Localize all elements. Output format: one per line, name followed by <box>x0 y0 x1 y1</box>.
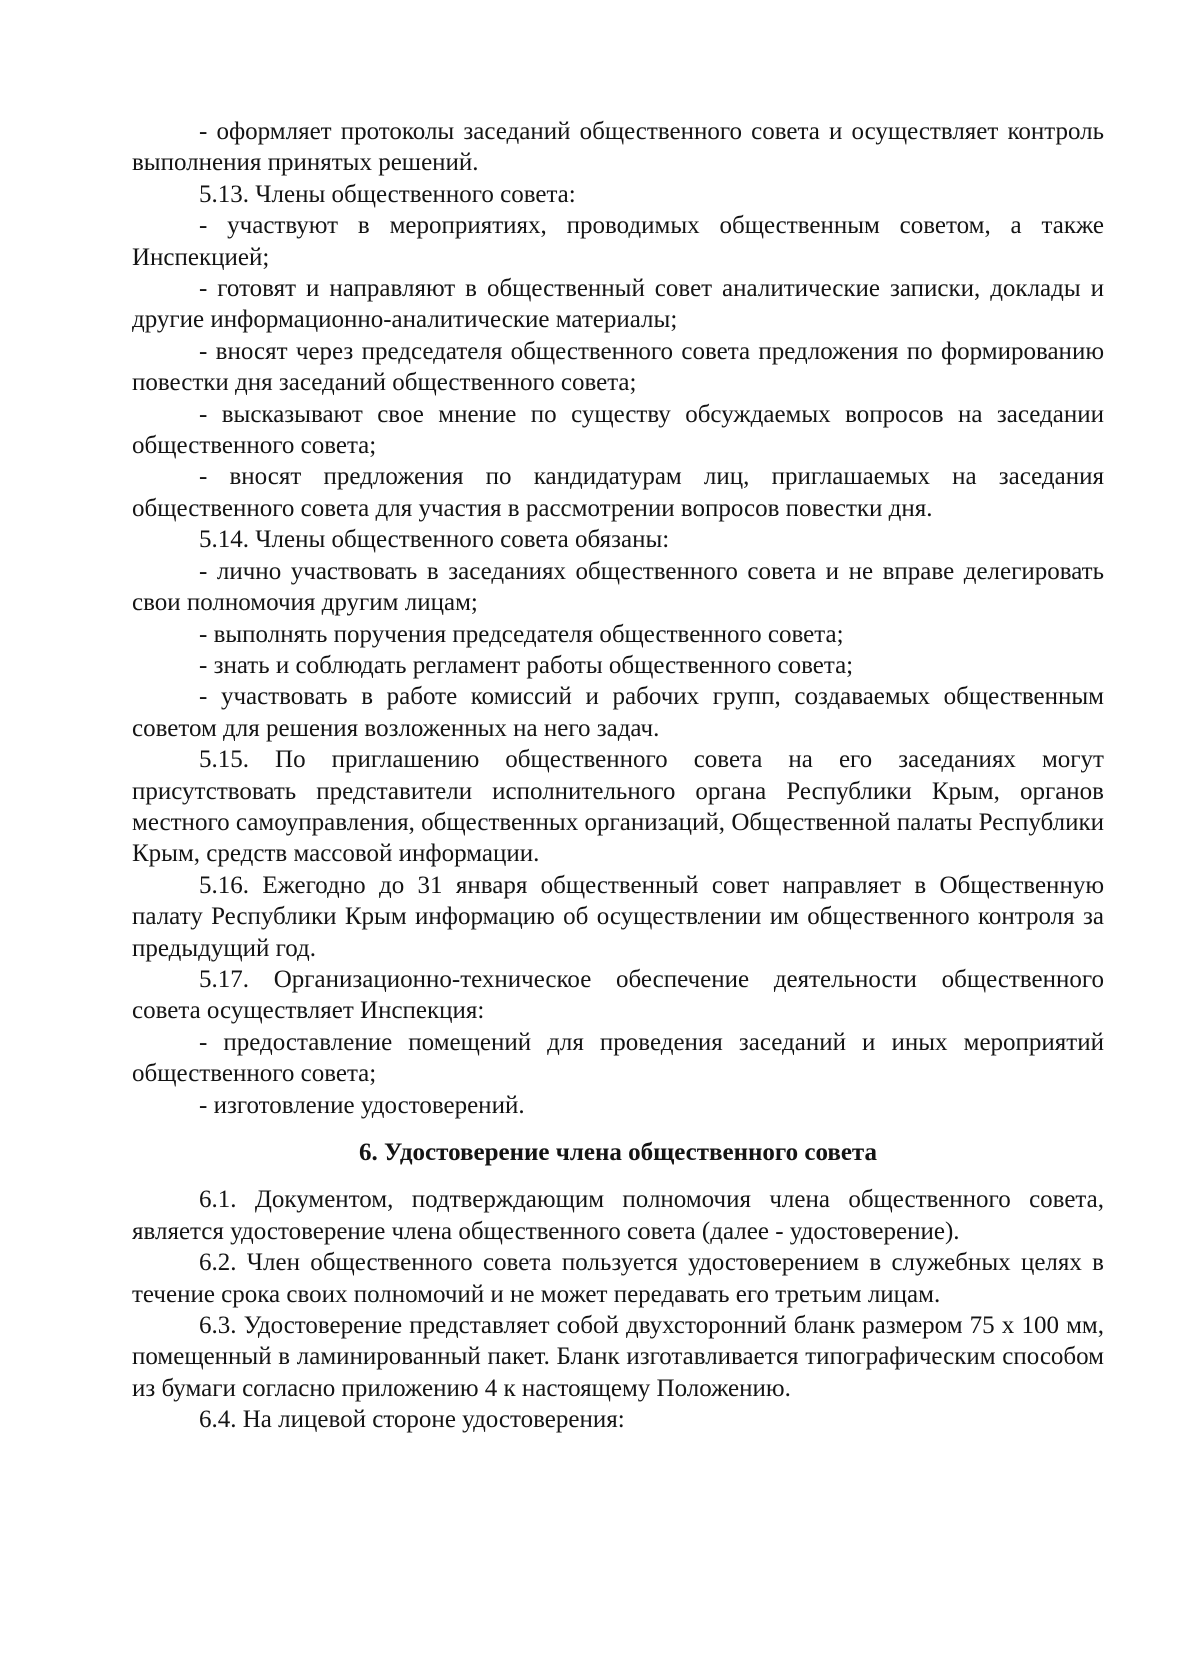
paragraph-5-13: 5.13. Члены общественного совета: <box>199 180 576 208</box>
list-item-certificates: - изготовление удостоверений. <box>199 1091 525 1119</box>
paragraph-5-14: 5.14. Члены общественного совета обязаны: <box>199 526 670 554</box>
paragraph-6-1: 6.1. Документом, подтверждающим полномочия члена общественного совета, является удостоверение члена общественного совета (далее - удостоверение). <box>132 1186 1104 1245</box>
list-item-agenda-proposals: - вносят через председателя общественного совета предложения по формированию повестки дня заседаний общественного совета; <box>132 337 1104 397</box>
list-item-candidate-proposals: - вносят предложения по кандидатурам лиц, приглашаемых на заседания общественного совета для участия в рассмотрении вопросов повестки дня. <box>132 463 1104 522</box>
paragraph-protocols: - оформляет протоколы заседаний общественного совета и осуществляет контроль выполнения принятых решений. <box>132 118 1104 177</box>
paragraph-5-16: 5.16. Ежегодно до 31 января общественный совет направляет в Общественную палату Республики Крым информацию об осуществлении им общественного контроля за предыдущий год. <box>132 871 1104 962</box>
paragraph-6-4: 6.4. На лицевой стороне удостоверения: <box>199 1406 625 1434</box>
list-item-fulfil-orders: - выполнять поручения председателя общественного совета; <box>199 620 844 648</box>
paragraph-5-17: 5.17. Организационно-техническое обеспечение деятельности общественного совета осуществляет Инспекция: <box>132 965 1104 1025</box>
section-heading: 6. Удостоверение члена общественного совета <box>358 1139 878 1166</box>
paragraph-6-3: 6.3. Удостоверение представляет собой двухсторонний бланк размером 75 х 100 мм, помещенный в ламинированный пакет. Бланк изготавливается типографическим способом из бумаги согласно приложению 4 к настоящему Положению. <box>132 1312 1104 1402</box>
list-item-personal-participation: - лично участвовать в заседаниях общественного совета и не вправе делегировать свои полномочия другим лицам; <box>132 557 1104 617</box>
list-item-commissions: - участвовать в работе комиссий и рабочих групп, создаваемых общественным советом для решения возложенных на него задач. <box>132 683 1104 742</box>
list-item-premises: - предоставление помещений для проведения заседаний и иных мероприятий общественного совета; <box>132 1028 1104 1088</box>
paragraph-5-15: 5.15. По приглашению общественного совета на его заседаниях могут присутствовать представители исполнительного органа Республики Крым, органов местного самоуправления, общественных организаций, Общественной палаты Республики Крым, средств массовой информации. <box>132 746 1104 868</box>
list-item-prepare-materials: - готовят и направляют в общественный совет аналитические записки, доклады и другие информационно-аналитические материалы; <box>132 275 1104 334</box>
paragraph-6-2: 6.2. Член общественного совета пользуется удостоверением в служебных целях в течение срока своих полномочий и не может передавать его третьим лицам. <box>132 1249 1104 1308</box>
list-item-participate-events: - участвуют в мероприятиях, проводимых общественным советом, а также Инспекцией; <box>132 212 1104 271</box>
list-item-express-opinion: - высказывают свое мнение по существу обсуждаемых вопросов на заседании общественного совета; <box>132 400 1104 460</box>
document-body <box>132 116 1104 1436</box>
list-item-observe-regulations: - знать и соблюдать регламент работы общественного совета; <box>199 651 854 679</box>
